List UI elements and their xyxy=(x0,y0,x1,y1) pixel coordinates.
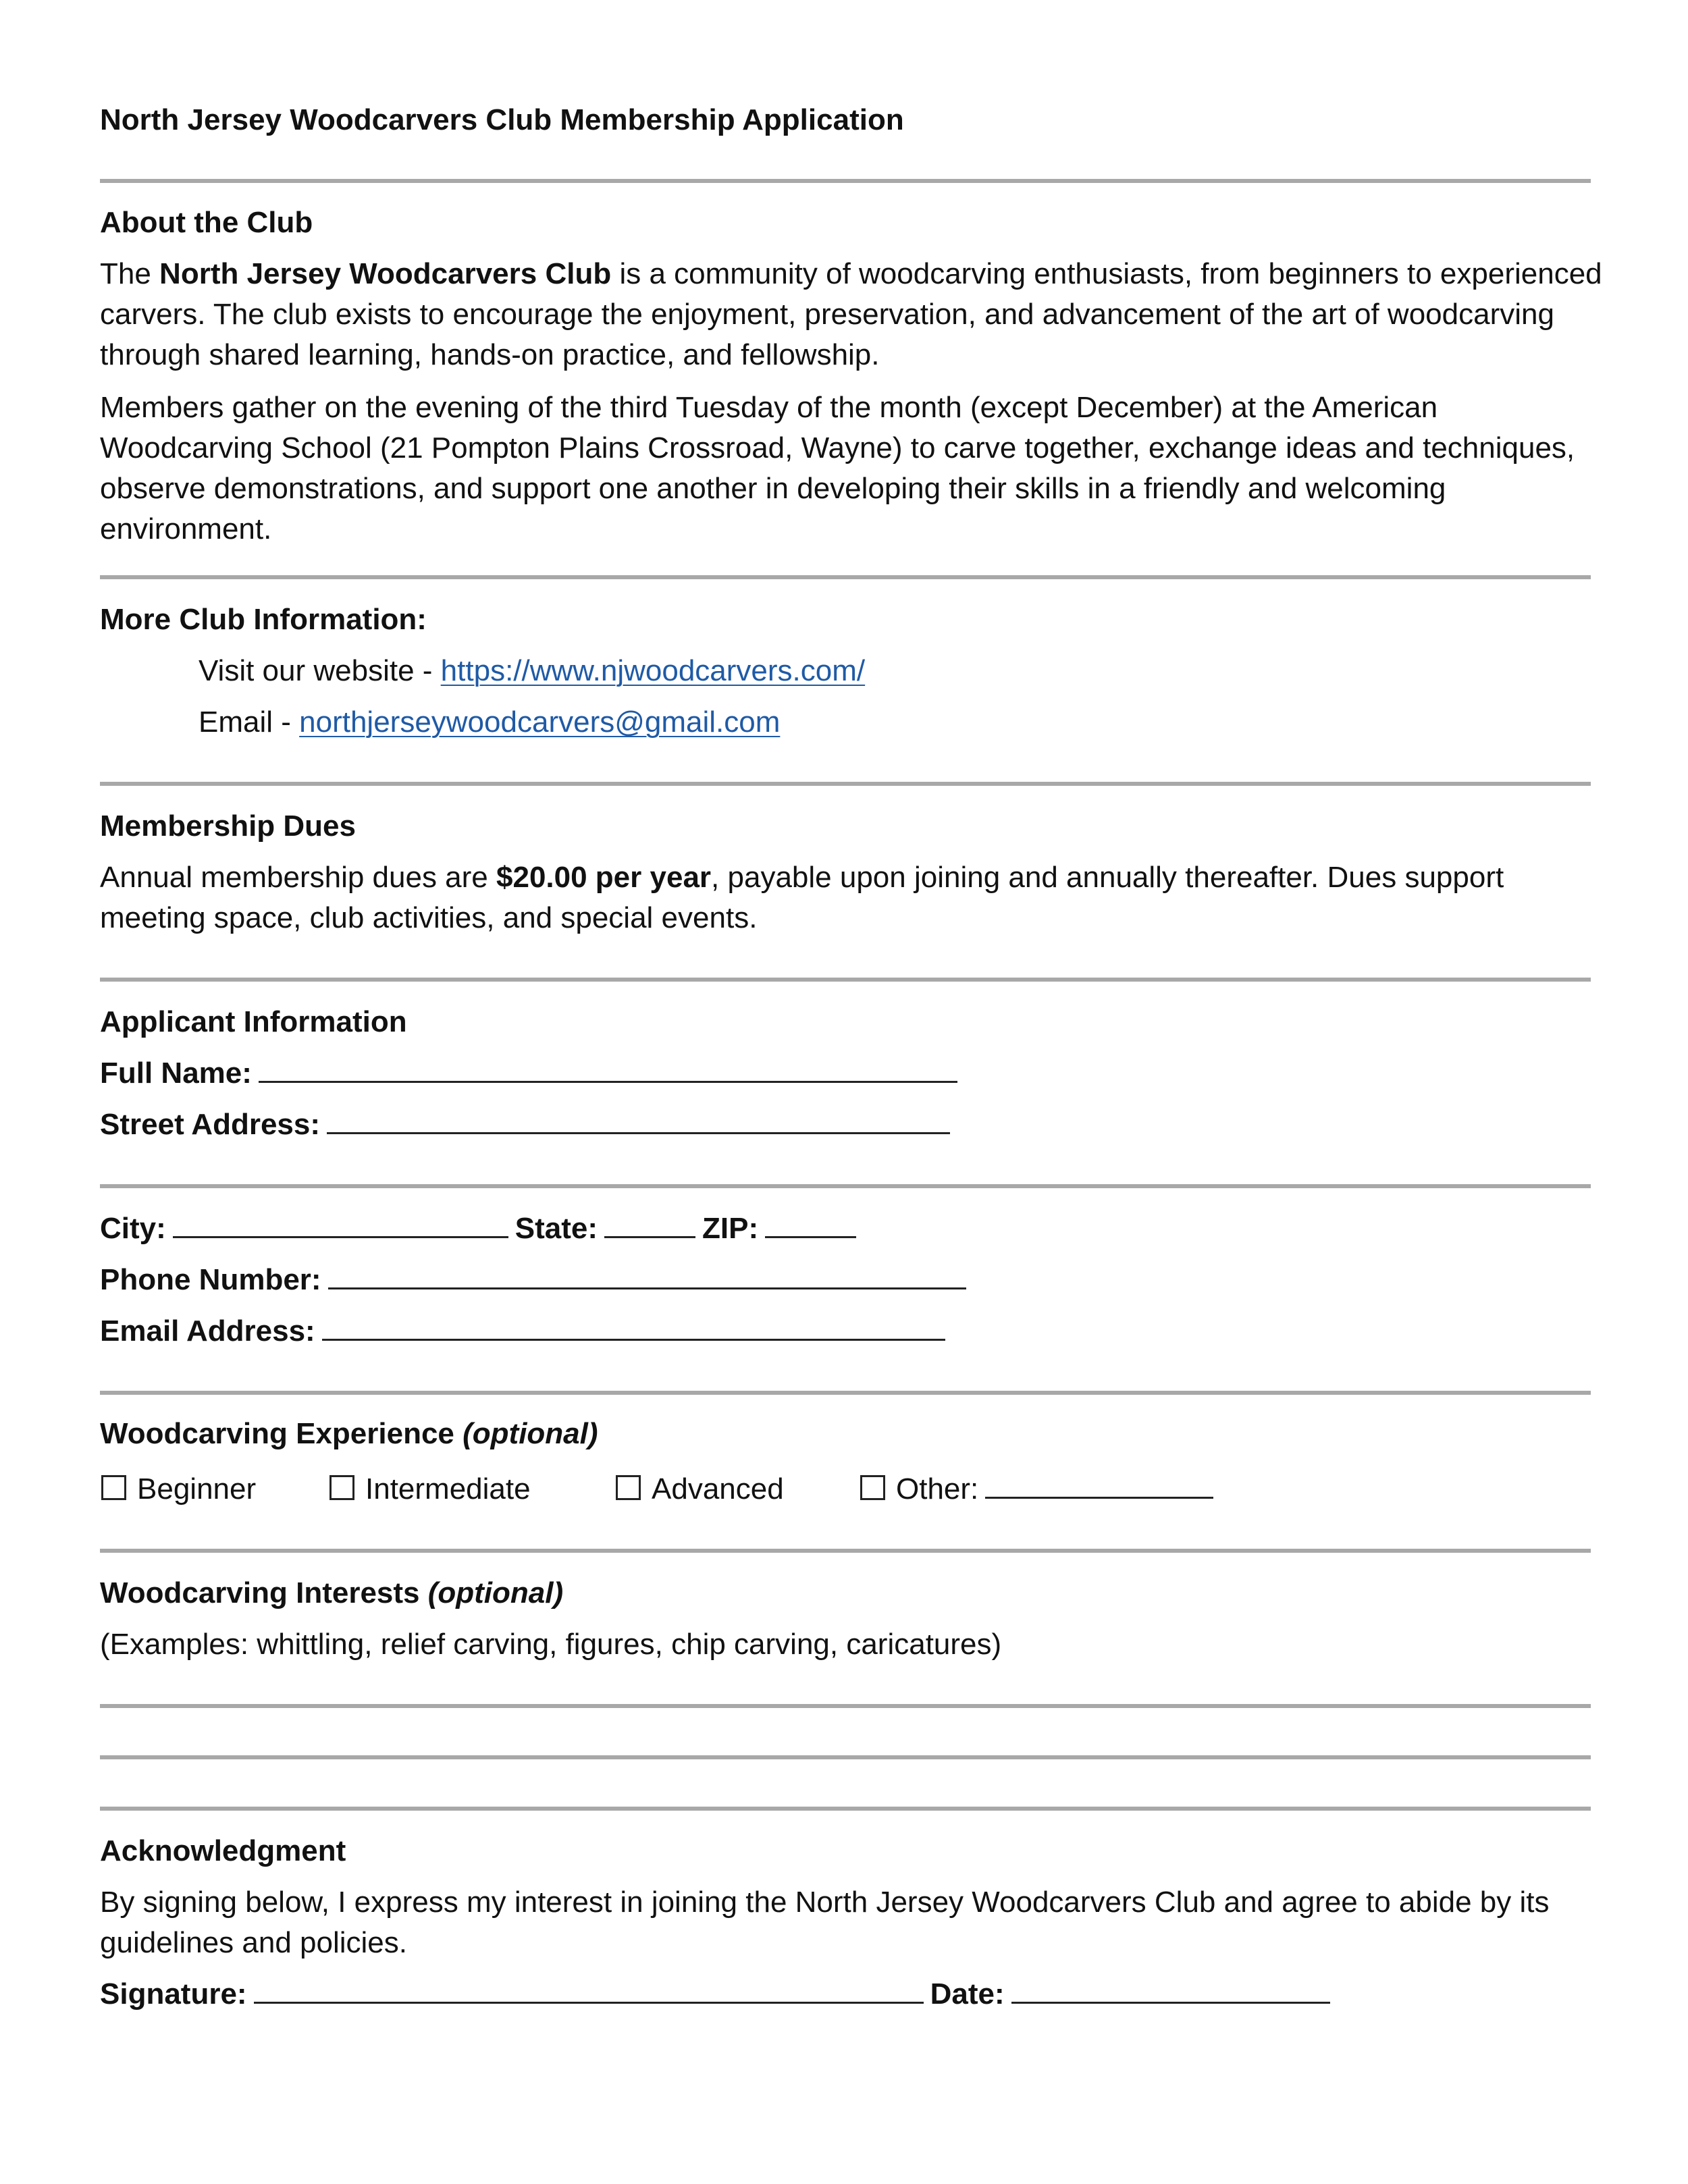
dues-text: Annual membership dues are xyxy=(100,861,496,894)
section-divider xyxy=(100,179,1591,183)
phone-label: Phone Number: xyxy=(100,1263,321,1296)
dues-paragraph xyxy=(100,857,1606,938)
interests-title: Woodcarving Interests xyxy=(100,1576,420,1609)
about-text: is a community of woodcarving enthusiasts, from beginners to experienced carvers. The club exists to encourage the enjoyment, preservation, and advancement of the art of woodcarving through shared learning, hands-on practice, and fellowship. xyxy=(100,257,1602,371)
experience-title: Woodcarving Experience xyxy=(100,1417,454,1450)
website-link[interactable]: https://www.njwoodcarvers.com/ xyxy=(440,654,866,687)
street-field[interactable] xyxy=(327,1105,950,1134)
club-name: North Jersey Woodcarvers Club xyxy=(159,257,612,290)
phone-field[interactable] xyxy=(328,1260,966,1289)
state-label: State: xyxy=(515,1212,598,1245)
other-field[interactable] xyxy=(985,1470,1213,1499)
full-name-field[interactable] xyxy=(259,1054,957,1083)
city-field[interactable] xyxy=(173,1209,508,1238)
zip-label: ZIP: xyxy=(702,1212,759,1245)
checkbox-label: Beginner xyxy=(137,1472,257,1506)
ack-text: By signing below, I express my interest in joining the North Jersey Woodcarvers Club and agree to abide by its guidelines and policies. xyxy=(100,1886,1550,1959)
experience-heading xyxy=(100,1414,598,1454)
street-label: Street Address: xyxy=(100,1108,321,1141)
date-field[interactable] xyxy=(1011,1975,1330,2004)
section-divider xyxy=(100,1807,1591,1811)
interests-answer-line-1[interactable] xyxy=(100,1704,1591,1708)
section-divider xyxy=(100,575,1591,579)
signature-row xyxy=(100,1974,1330,2015)
full-name-label: Full Name: xyxy=(100,1057,252,1090)
email-label: Email - xyxy=(199,705,300,739)
email-line xyxy=(199,702,780,743)
interests-heading xyxy=(100,1573,563,1614)
section-divider xyxy=(100,1184,1591,1188)
checkbox-label: Advanced xyxy=(652,1472,784,1506)
signature-label: Signature: xyxy=(100,1977,247,2010)
interests-answer-line-2[interactable] xyxy=(100,1755,1591,1759)
optional-note: (optional) xyxy=(427,1576,564,1609)
signature-field[interactable] xyxy=(254,1975,924,2004)
checkbox-advanced[interactable] xyxy=(616,1469,784,1510)
website-line xyxy=(199,651,865,691)
applicant-heading: Applicant Information xyxy=(100,1005,407,1038)
checkbox-label: Intermediate xyxy=(365,1472,531,1506)
date-label: Date: xyxy=(930,1977,1005,2010)
dues-heading: Membership Dues xyxy=(100,809,356,843)
info-heading: More Club Information: xyxy=(100,603,427,636)
dues-text: , payable upon joining and annually thereafter. Dues support meeting space, club activities, and special events. xyxy=(100,861,1504,934)
about-paragraph-2: Members gather on the evening of the third Tuesday of the month (except December) at the American Woodcarving School (21 Pompton Plains Crossroad, Wayne) to carve together, exchange ideas and techniques, observe demonstrations, and support one another in developing their skills in a friendly and welcoming environment. xyxy=(100,391,1575,545)
checkbox-other[interactable] xyxy=(860,1469,1213,1510)
city-label: City: xyxy=(100,1212,166,1245)
dues-amount: $20.00 per year xyxy=(496,861,712,894)
interests-examples: (Examples: whittling, relief carving, figures, chip carving, caricatures) xyxy=(100,1628,1002,1661)
about-text: The xyxy=(100,257,160,290)
email-link[interactable]: northjerseywoodcarvers@gmail.com xyxy=(299,705,781,739)
about-paragraph-1 xyxy=(100,254,1606,375)
street-row xyxy=(100,1104,950,1145)
email-address-field[interactable] xyxy=(322,1312,945,1341)
zip-field[interactable] xyxy=(765,1209,856,1238)
section-divider xyxy=(100,978,1591,982)
section-divider xyxy=(100,1549,1591,1553)
email-row xyxy=(100,1311,945,1352)
page-title: North Jersey Woodcarvers Club Membership Application xyxy=(100,103,904,136)
city-row xyxy=(100,1208,856,1249)
section-divider xyxy=(100,1391,1591,1395)
full-name-row xyxy=(100,1053,957,1094)
checkbox-icon[interactable] xyxy=(101,1475,126,1500)
about-heading: About the Club xyxy=(100,206,313,239)
state-field[interactable] xyxy=(604,1209,695,1238)
optional-note: (optional) xyxy=(463,1417,598,1450)
section-divider xyxy=(100,782,1591,786)
ack-heading: Acknowledgment xyxy=(100,1834,346,1867)
checkbox-label: Other: xyxy=(896,1472,979,1506)
checkbox-icon[interactable] xyxy=(329,1475,354,1500)
website-label: Visit our website - xyxy=(199,654,441,687)
checkbox-icon[interactable] xyxy=(616,1475,641,1500)
checkbox-icon[interactable] xyxy=(860,1475,885,1500)
checkbox-beginner[interactable] xyxy=(101,1469,256,1510)
phone-row xyxy=(100,1260,966,1300)
checkbox-intermediate[interactable] xyxy=(329,1469,531,1510)
email-address-label: Email Address: xyxy=(100,1314,315,1348)
